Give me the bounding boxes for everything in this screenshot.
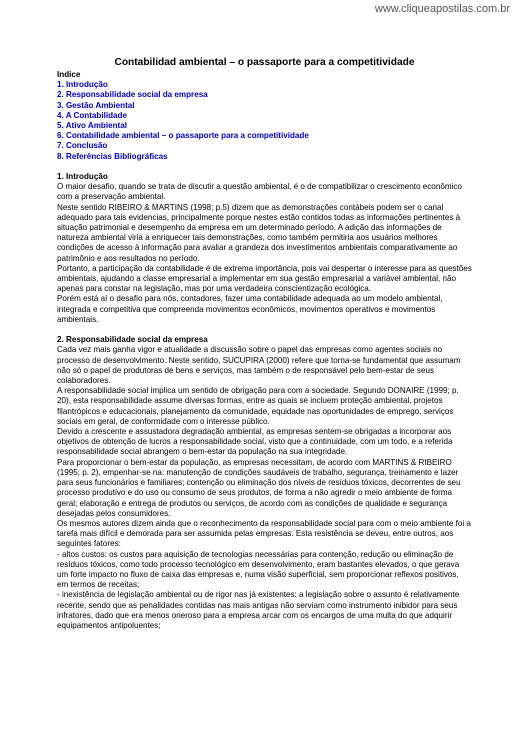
document-page bbox=[57, 57, 472, 631]
toc-link-contabilidade-ambiental[interactable]: 6. Contabilidade ambiental – o passaporte para a competitividade bbox=[57, 131, 309, 141]
paragraph: O maior desafio, quando se trata de discutir a questão ambiental, é o de compatibilizar o crescimento econômico com a preservação ambiental. bbox=[57, 182, 462, 202]
index-heading: Indice bbox=[57, 70, 81, 79]
paragraph: - inexistência de legislação ambiental ou de rigor nas já existentes: a legislação sobre o assunto é relativamente recente, sendo que as penalidades contidas nas mais antigas não serviam como instrumento inibidor para seus infratores, dado que era menos oneroso para a empresa arcar com os encargos de uma multa do que adquirir equipamentos antipoluentes; bbox=[57, 590, 460, 630]
section-heading: 2. Responsabilidade social da empresa bbox=[57, 335, 208, 345]
toc-link-referencias[interactable]: 8. Referências Bibliográficas bbox=[57, 151, 168, 161]
paragraph: Portanto, a participação da contabilidade é de extrema importância, pois vai despertar o interesse para as questões ambientais, ajudando a classe empresarial a implementar em sua gestão empresarial a variável ambiental, não apenas para constar na legislação, mas por uma verdadeira conscientização ecológica. bbox=[57, 263, 472, 294]
paragraph: Devido a crescente e assustadora degradação ambiental, as empresas sentem-se obrigadas a incorporar aos objetivos de obtenção de lucros a responsabilidade social, visto que a continuidade, com um todo, e a referida responsabilidade social abrangem o bem-estar da população na sua integridade. bbox=[57, 427, 453, 457]
paragraph: A responsabilidade social implica um sentido de obrigação para com a sociedade. Segundo DONAIRE (1999; p. 20), esta responsabilidade assume diversas formas, entre as quais se incluem proteção ambiental, projetos filantrópicos e educacionais, planejamento da comunidade, equidade nas oportunidades de emprego, serviços sociais em geral, de conformidade com o interesse público. bbox=[57, 386, 459, 426]
toc-link-ativo-ambiental[interactable]: 5. Ativo Ambiental bbox=[57, 121, 128, 131]
paragraph: Neste sentido RIBEIRO & MARTINS (1998; p.5) dizem que as demonstrações contábeis podem ser o canal adequado para tais evidencias, principalmente porque nestes estão contidos todas as informações pertinentes à situação patrimonial e desempenho da empresa em um determinado período. A adição das informações de natureza ambiental viria a enriquecer tais demonstrações, como também permitiria aos usuários melhores condições de acesso à informação para avaliar a grandeza dos investimentos ambientais comparativamente ao patrimônio e aos resultados no período. bbox=[57, 202, 461, 263]
toc-link-a-contabilidade[interactable]: 4. A Contabilidade bbox=[57, 110, 128, 120]
toc-link-introducao[interactable]: 1. Introdução bbox=[57, 80, 108, 90]
paragraph: - altos custos: os custos para aquisição de tecnologias necessárias para contenção, redução ou eliminação de resíduos tóxicos, como todo processo tecnológico em desenvolvimento, eram bastantes elevados, o que gerava um forte impacto no fluxo de caixa das empresas e, numa visão superficial, sem proporcionar reflexos positivos, em termos de receitas; bbox=[57, 549, 460, 590]
paragraph: Porém está aí o desafio para nós, contadores, fazer uma contabilidade adequada ao um modelo ambiental, integrada e competitiva que compreenda movimentos econômicos, movimentos operativos e movimentos ambientais. bbox=[57, 294, 443, 324]
paragraph: Cada vez mais ganha vigor e atualidade a discussão sobre o papel das empresas como agentes sociais no processo de desenvolvimento. Neste sentido, SUCUPIRA (2000) refere que torna-se fundamental que assumam não só o papel de produtoras de bens e serviços, mas também o de responsável pelo bem-estar de seus colaboradores. bbox=[57, 345, 461, 386]
toc-link-gestao-ambiental[interactable]: 3. Gestão Ambiental bbox=[57, 100, 135, 110]
toc-link-conclusao[interactable]: 7. Conclusão bbox=[57, 141, 108, 151]
section-heading: 1. Introdução bbox=[57, 172, 108, 182]
toc-link-responsabilidade-social[interactable]: 2. Responsabilidade social da empresa bbox=[57, 90, 208, 100]
document-title: Contabilidad ambiental – o passaporte para a competitividade bbox=[114, 57, 415, 68]
site-url: www.cliqueapostilas.com.br bbox=[374, 3, 510, 15]
paragraph: Os mesmos autores dizem ainda que o reconhecimento da responsabilidade social para com o meio ambiente foi a tarefa mais difícil e demorada para ser assumida pelas empresas. Esta resistência se deveu, entre outros, aos seguintes fatores: bbox=[57, 518, 471, 549]
table-of-contents bbox=[57, 80, 472, 162]
paragraph: Para proporcionar o bem-estar da população, as empresas necessitam, de acordo com MARTINS & RIBEIRO (1995; p. 2), empenhar-se na: manutenção de condições saudáveis de trabalho, segurança, treinamento e lazer para seus funcionários e familiares; contenção ou eliminação dos níveis de resíduos tóxicos, decorrentes de seu processo produtivo e do uso ou consumo de seus produtos, de forma a não agredir o meio ambiente de forma geral; elaboração e entrega de produtos ou serviços, de acordo com as condições de qualidade e segurança desejadas pelos consumidores. bbox=[57, 457, 461, 518]
